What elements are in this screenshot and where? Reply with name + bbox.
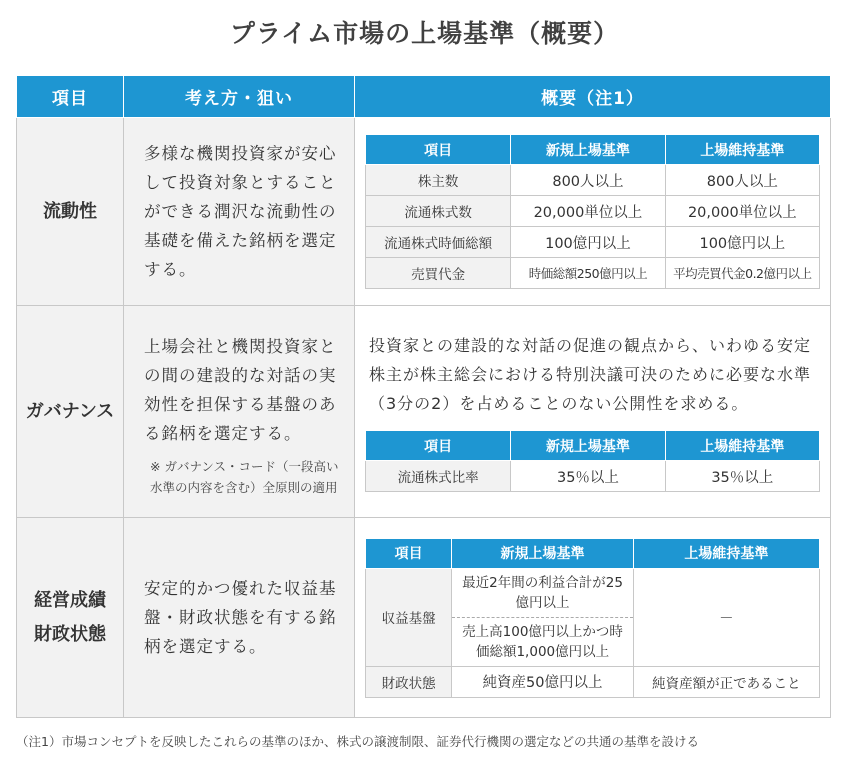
table-row (366, 461, 820, 492)
fin-financial-new: 純資産50億円以上 (452, 666, 634, 697)
finance-table (365, 538, 820, 698)
liq-r1-maintain: 20,000単位以上 (665, 196, 819, 227)
liq-r3-maintain: 平均売買代金0.2億円以上 (665, 258, 819, 289)
concept-liquidity: 多様な機関投資家が安心して投資対象とすることができる潤沢な流動性の基礎を備えた銘柄を選定する。 (124, 118, 355, 306)
criteria-table (16, 75, 831, 718)
header-row (17, 76, 831, 118)
gov-h-item: 項目 (366, 431, 511, 461)
governance-summary-text: 投資家との建設的な対話の促進の観点から、いわゆる安定株主が株主総会における特別決議可決のために必要な水準（3分の2）を占めることのない公開性を求める。 (369, 336, 812, 413)
liq-r2-item: 流通株式時価総額 (366, 227, 511, 258)
table-row (366, 196, 820, 227)
header-concept: 考え方・狙い (124, 76, 355, 118)
summary-governance (355, 306, 831, 518)
liquidity-table (365, 134, 820, 289)
table-row (366, 258, 820, 289)
liq-h-maintain: 上場維持基準 (665, 135, 819, 165)
table-row (366, 666, 820, 697)
governance-code-note: ※ ガバナンス・コード（一段高い水準の内容を含む）全原則の適用 (150, 458, 339, 495)
fin-financial-maintain: 純資産額が正であること (633, 666, 819, 697)
liq-r1-item: 流通株式数 (366, 196, 511, 227)
gov-r0-item: 流通株式比率 (366, 461, 511, 492)
gov-r0-maintain: 35％以上 (665, 461, 819, 492)
header-item: 項目 (17, 76, 124, 118)
page-title: プライム市場の上場基準（概要） (229, 19, 620, 48)
liq-r3-new: 時価総額250億円以上 (511, 258, 665, 289)
liq-r3-item: 売買代金 (366, 258, 511, 289)
liq-h-new: 新規上場基準 (511, 135, 665, 165)
table-row (366, 568, 820, 617)
concept-finance: 安定的かつ優れた収益基盤・財政状態を有する銘柄を選定する。 (124, 518, 355, 718)
liq-r2-new: 100億円以上 (511, 227, 665, 258)
summary-liquidity (355, 118, 831, 306)
liq-r2-maintain: 100億円以上 (665, 227, 819, 258)
liq-h-item: 項目 (366, 135, 511, 165)
gov-r0-new: 35％以上 (511, 461, 665, 492)
table-row (366, 227, 820, 258)
fin-h-new: 新規上場基準 (452, 538, 634, 568)
fin-h-item: 項目 (366, 538, 452, 568)
fin-earnings-item: 収益基盤 (366, 568, 452, 666)
label-liquidity: 流動性 (17, 118, 124, 306)
liq-r0-maintain: 800人以上 (665, 165, 819, 196)
liq-r0-new: 800人以上 (511, 165, 665, 196)
label-finance-line2: 財政状態 (34, 623, 106, 645)
label-governance: ガバナンス (17, 306, 124, 518)
table-row (366, 165, 820, 196)
footnote: （注1）市場コンセプトを反映したこれらの基準のほか、株式の譲渡制限、証券代行機関の選定などの共通の基準を設ける (16, 734, 699, 749)
liq-r1-new: 20,000単位以上 (511, 196, 665, 227)
governance-table (365, 430, 820, 492)
concept-governance-cell (124, 306, 355, 518)
row-finance (17, 518, 831, 718)
header-summary: 概要（注1） (355, 76, 831, 118)
fin-financial-item: 財政状態 (366, 666, 452, 697)
gov-h-maintain: 上場維持基準 (665, 431, 819, 461)
label-finance (17, 518, 124, 718)
row-governance (17, 306, 831, 518)
fin-earnings-new-1: 最近2年間の利益合計が25億円以上 (452, 568, 634, 617)
summary-finance (355, 518, 831, 718)
concept-governance: 上場会社と機関投資家との間の建設的な対話の実効性を担保する基盤のある銘柄を選定する。 (144, 336, 337, 443)
label-finance-line1: 経営成績 (34, 589, 106, 611)
gov-h-new: 新規上場基準 (511, 431, 665, 461)
row-liquidity (17, 118, 831, 306)
liq-r0-item: 株主数 (366, 165, 511, 196)
fin-h-maintain: 上場維持基準 (633, 538, 819, 568)
fin-earnings-new-2: 売上高100億円以上かつ時価総額1,000億円以上 (452, 617, 634, 666)
fin-earnings-maintain: － (633, 568, 819, 666)
